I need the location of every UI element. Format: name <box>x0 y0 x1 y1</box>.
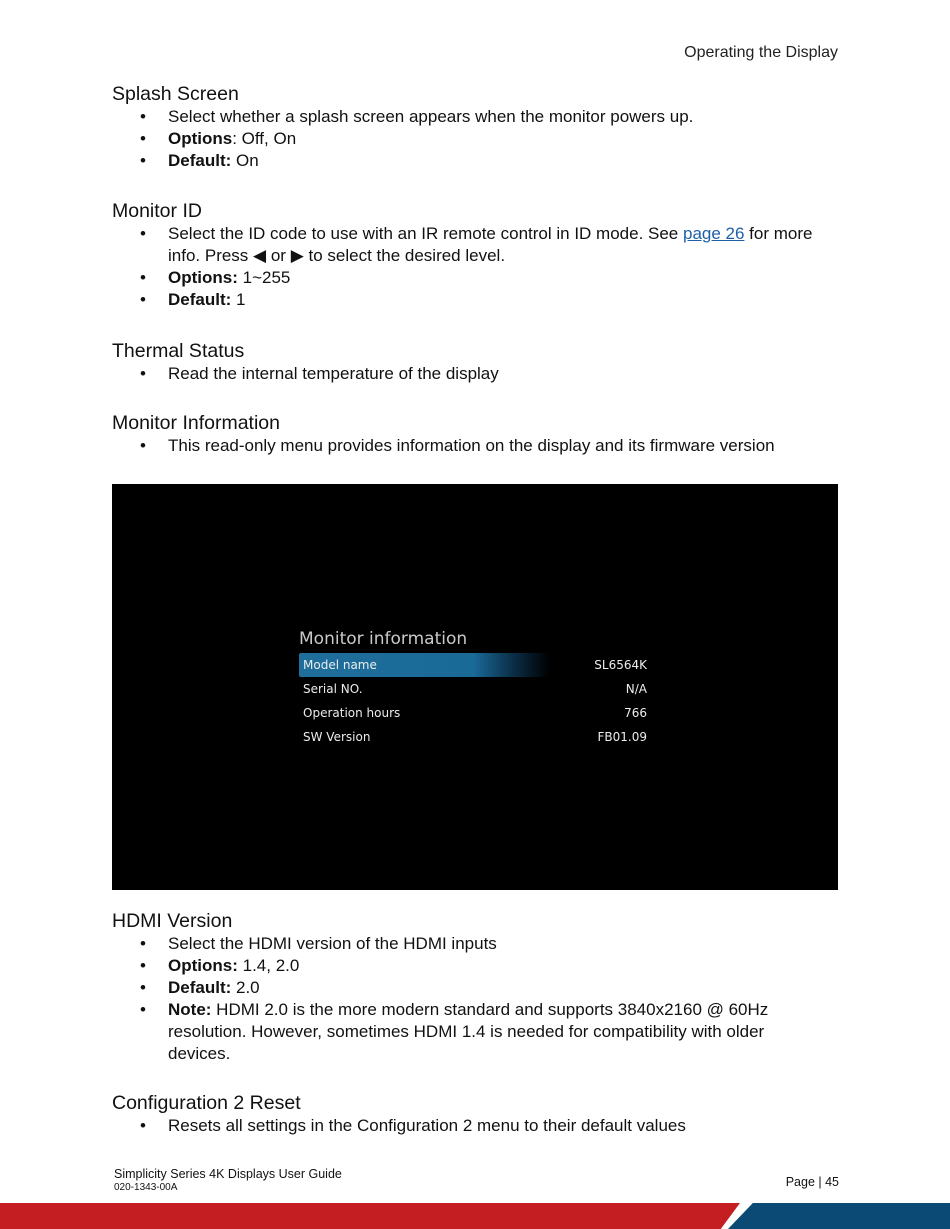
list-item: • Options: 1~255 <box>140 268 291 287</box>
bullet-icon: • <box>140 151 146 170</box>
section-hdmi-version <box>112 909 838 1065</box>
list-item: • Read the internal temperature of the display <box>140 364 499 383</box>
osd-menu <box>299 628 647 749</box>
footer-brand-bar <box>0 1203 950 1229</box>
bullet-icon: • <box>140 290 146 309</box>
list-item: • Note: HDMI 2.0 is the more modern standard and supports 3840x2160 @ 60Hz resolution. However, sometimes HDMI 1.4 is needed for compatibility with older devices. <box>140 1000 769 1063</box>
bullet-list <box>112 933 838 1065</box>
footer-doc-number: 020-1343-00A <box>114 1182 178 1193</box>
osd-row-label: Model name <box>303 658 377 672</box>
left-arrow-icon: ◀ <box>253 246 267 265</box>
bullet-list <box>112 106 838 172</box>
bullet-icon: • <box>140 268 146 287</box>
list-item: • Default: 2.0 <box>140 978 260 997</box>
osd-row-value: FB01.09 <box>597 730 647 744</box>
osd-row-sw-version <box>299 725 647 749</box>
osd-row-value: SL6564K <box>594 658 647 672</box>
bullet-icon: • <box>140 978 146 997</box>
section-heading: Monitor ID <box>112 200 202 222</box>
bullet-list <box>112 435 838 457</box>
section-heading: Thermal Status <box>112 340 245 362</box>
right-arrow-icon: ▶ <box>290 246 304 265</box>
list-item: • Select the ID code to use with an IR remote control in ID mode. See page 26 for more info. Press ◀ or ▶ to select the desired level. <box>140 224 813 265</box>
osd-row-label: Serial NO. <box>303 682 363 696</box>
section-configuration-2-reset <box>112 1091 838 1137</box>
list-item: • Resets all settings in the Configuration 2 menu to their default values <box>140 1116 686 1135</box>
page-number: Page | 45 <box>785 1175 839 1189</box>
osd-screenshot <box>112 484 838 890</box>
list-item: • Default: On <box>140 151 259 170</box>
running-header: Operating the Display <box>684 44 838 61</box>
bullet-list <box>112 363 838 385</box>
bullet-icon: • <box>140 364 146 383</box>
footer-guide-title: Simplicity Series 4K Displays User Guide <box>114 1167 342 1181</box>
list-item: • Options: 1.4, 2.0 <box>140 956 300 975</box>
bullet-icon: • <box>140 1116 146 1135</box>
list-item: • Options: Off, On <box>140 129 297 148</box>
bullet-icon: • <box>140 956 146 975</box>
section-thermal-status <box>112 339 838 385</box>
bullet-list <box>112 223 838 311</box>
osd-row-value: 766 <box>624 706 647 720</box>
page-26-link[interactable]: page 26 <box>682 224 745 243</box>
list-item: • This read-only menu provides information on the display and its firmware version <box>140 436 775 455</box>
osd-row-label: Operation hours <box>303 706 401 720</box>
footer-blue-stripe <box>728 1203 950 1229</box>
list-item: • Default: 1 <box>140 290 246 309</box>
bullet-icon: • <box>140 129 146 148</box>
section-splash-screen <box>112 82 838 172</box>
bullet-icon: • <box>140 107 146 126</box>
bullet-icon: • <box>140 436 146 455</box>
osd-row-serial-no <box>299 677 647 701</box>
footer-doc-info <box>114 1167 342 1194</box>
section-heading: HDMI Version <box>112 910 233 932</box>
bullet-icon: • <box>140 1000 146 1019</box>
osd-row-value: N/A <box>625 682 647 696</box>
section-monitor-id <box>112 199 838 311</box>
osd-menu-title: Monitor information <box>299 629 468 649</box>
section-heading: Monitor Information <box>112 412 280 434</box>
section-heading: Configuration 2 Reset <box>112 1092 301 1114</box>
list-item: • Select the HDMI version of the HDMI inputs <box>140 934 497 953</box>
section-monitor-information <box>112 411 838 457</box>
section-heading: Splash Screen <box>112 83 239 105</box>
list-item: • Select whether a splash screen appears when the monitor powers up. <box>140 107 694 126</box>
footer-red-stripe <box>0 1203 740 1229</box>
bullet-list <box>112 1115 838 1137</box>
osd-row-model-name <box>299 653 647 677</box>
bullet-icon: • <box>140 934 146 953</box>
osd-row-operation-hours <box>299 701 647 725</box>
osd-row-label: SW Version <box>303 730 371 744</box>
bullet-icon: • <box>140 224 146 243</box>
